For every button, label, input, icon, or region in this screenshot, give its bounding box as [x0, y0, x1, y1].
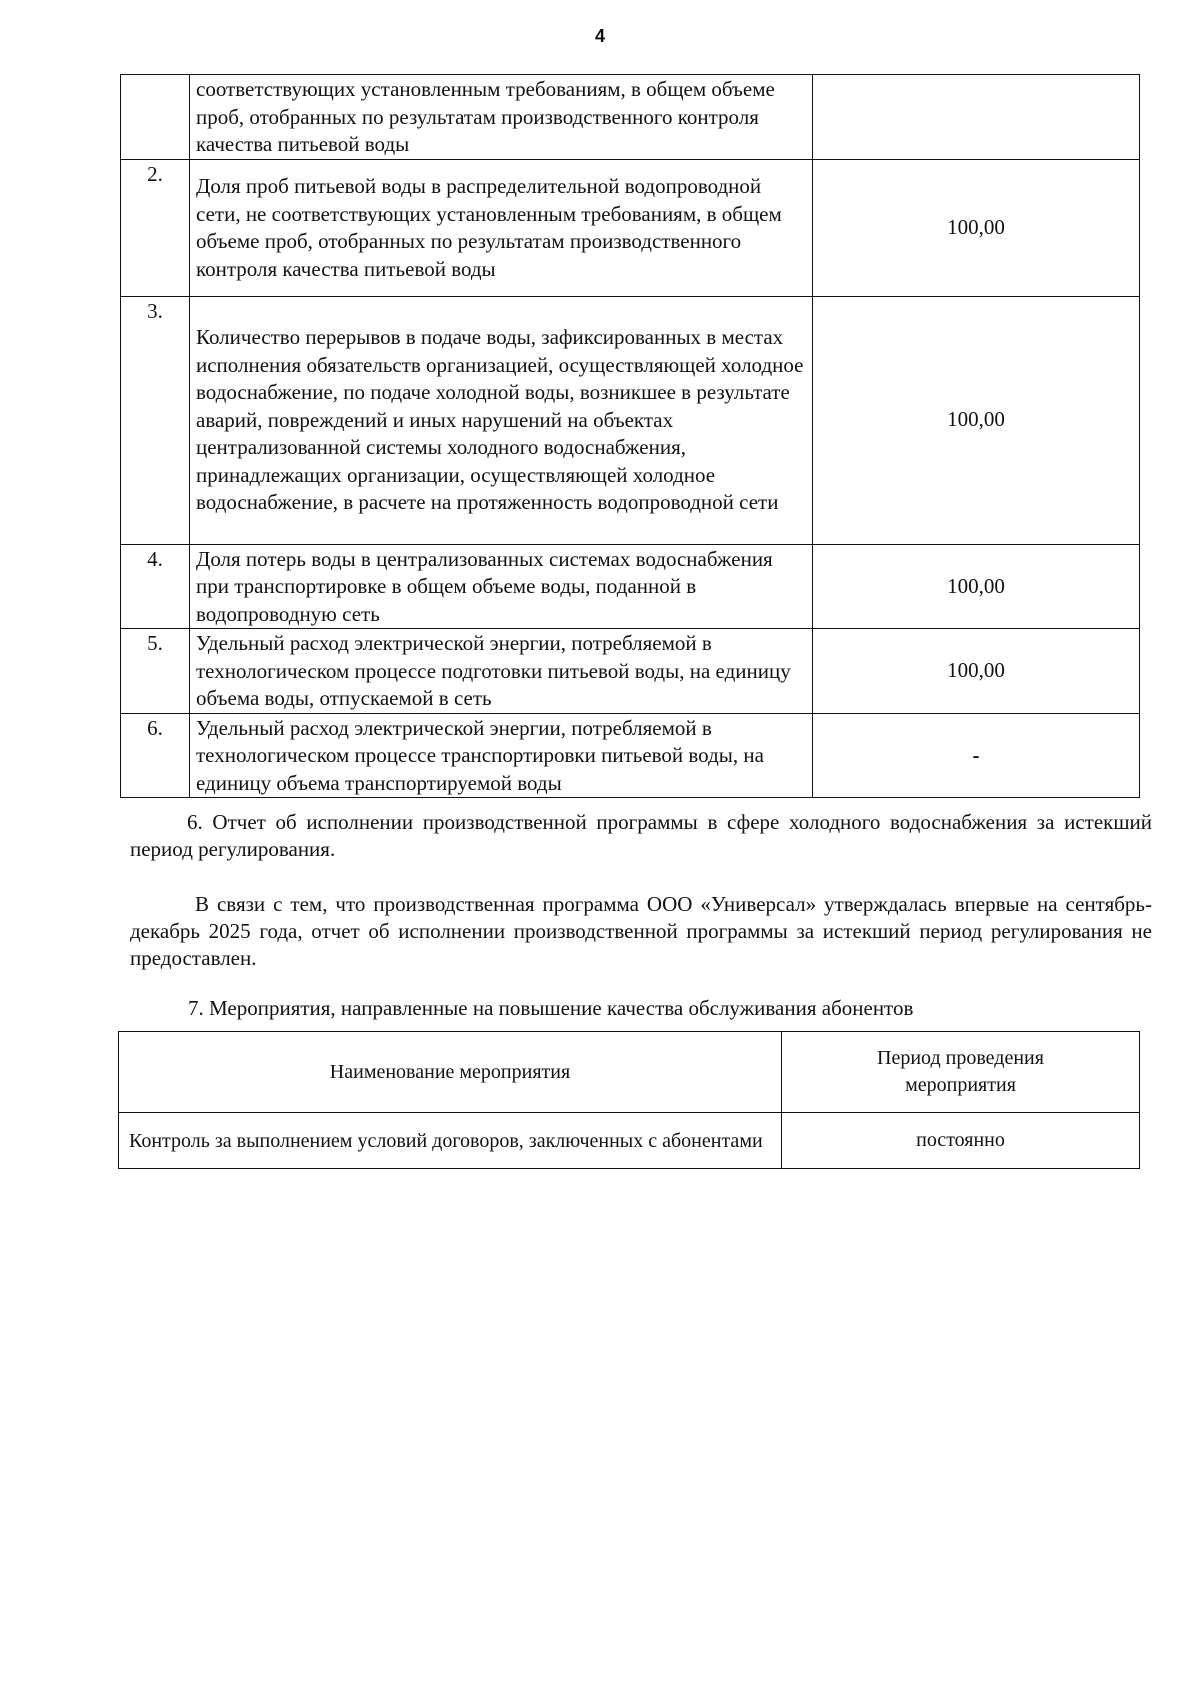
- table-row: [119, 1113, 1140, 1169]
- table-row: [121, 713, 1140, 798]
- indicator-name: соответствующих установленным требованиям, в общем объеме проб, отобранных по результатам производственного контроля качества питьевой воды: [190, 75, 813, 160]
- indicator-name: Удельный расход электрической энергии, потребляемой в технологическом процессе транспортировки питьевой воды, на единицу объема транспортируемой воды: [190, 713, 813, 798]
- table-row: [121, 159, 1140, 296]
- row-number: 3.: [121, 296, 190, 544]
- section-6-heading: 6. Отчет об исполнении производственной программы в сфере холодного водоснабжения за истекший период регулирования.: [130, 810, 1152, 861]
- table-row: [121, 296, 1140, 544]
- indicators-table: [120, 74, 1140, 798]
- table-row: [121, 75, 1140, 160]
- indicator-value: -: [813, 713, 1140, 798]
- indicator-value: 100,00: [813, 544, 1140, 629]
- indicator-value: [813, 75, 1140, 160]
- page-number: 4: [594, 26, 605, 46]
- event-name: Контроль за выполнением условий договоров, заключенных с абонентами: [119, 1113, 782, 1169]
- row-number: 2.: [121, 159, 190, 296]
- indicator-value: 100,00: [813, 296, 1140, 544]
- row-number: 5.: [121, 629, 190, 714]
- indicator-name: Удельный расход электрической энергии, потребляемой в технологическом процессе подготовки питьевой воды, на единицу объема воды, отпускаемой в сеть: [190, 629, 813, 714]
- events-table: [118, 1031, 1140, 1169]
- section-6-body: В связи с тем, что производственная программа ООО «Универсал» утверждалась впервые на сентябрь-декабрь 2025 года, отчет об исполнении производственной программы за истекший период регулирования не предоставлен.: [130, 892, 1152, 970]
- section-7-heading: 7. Мероприятия, направленные на повышение качества обслуживания абонентов: [188, 996, 914, 1020]
- indicator-value: 100,00: [813, 159, 1140, 296]
- event-period: постоянно: [782, 1113, 1140, 1169]
- indicator-name: Доля потерь воды в централизованных системах водоснабжения при транспортировке в общем объеме воды, поданной в водопроводную сеть: [190, 544, 813, 629]
- column-header-name: Наименование мероприятия: [119, 1032, 782, 1113]
- column-header-period: Период проведения мероприятия: [782, 1032, 1140, 1113]
- row-number: [121, 75, 190, 160]
- row-number: 4.: [121, 544, 190, 629]
- table-row: [121, 629, 1140, 714]
- table-row: [121, 544, 1140, 629]
- indicator-value: 100,00: [813, 629, 1140, 714]
- row-number: 6.: [121, 713, 190, 798]
- table-header-row: [119, 1032, 1140, 1113]
- indicator-name: Количество перерывов в подаче воды, зафиксированных в местах исполнения обязательств организацией, осуществляющей холодное водоснабжение, по подаче холодной воды, возникшее в результате аварий, повреждений и иных нарушений на объектах централизованной системы холодного водоснабжения, принадлежащих организации, осуществляющей холодное водоснабжение, в расчете на протяженность водопроводной сети: [190, 296, 813, 544]
- indicator-name: Доля проб питьевой воды в распределительной водопроводной сети, не соответствующих установленным требованиям, в общем объеме проб, отобранных по результатам производственного контроля качества питьевой воды: [190, 159, 813, 296]
